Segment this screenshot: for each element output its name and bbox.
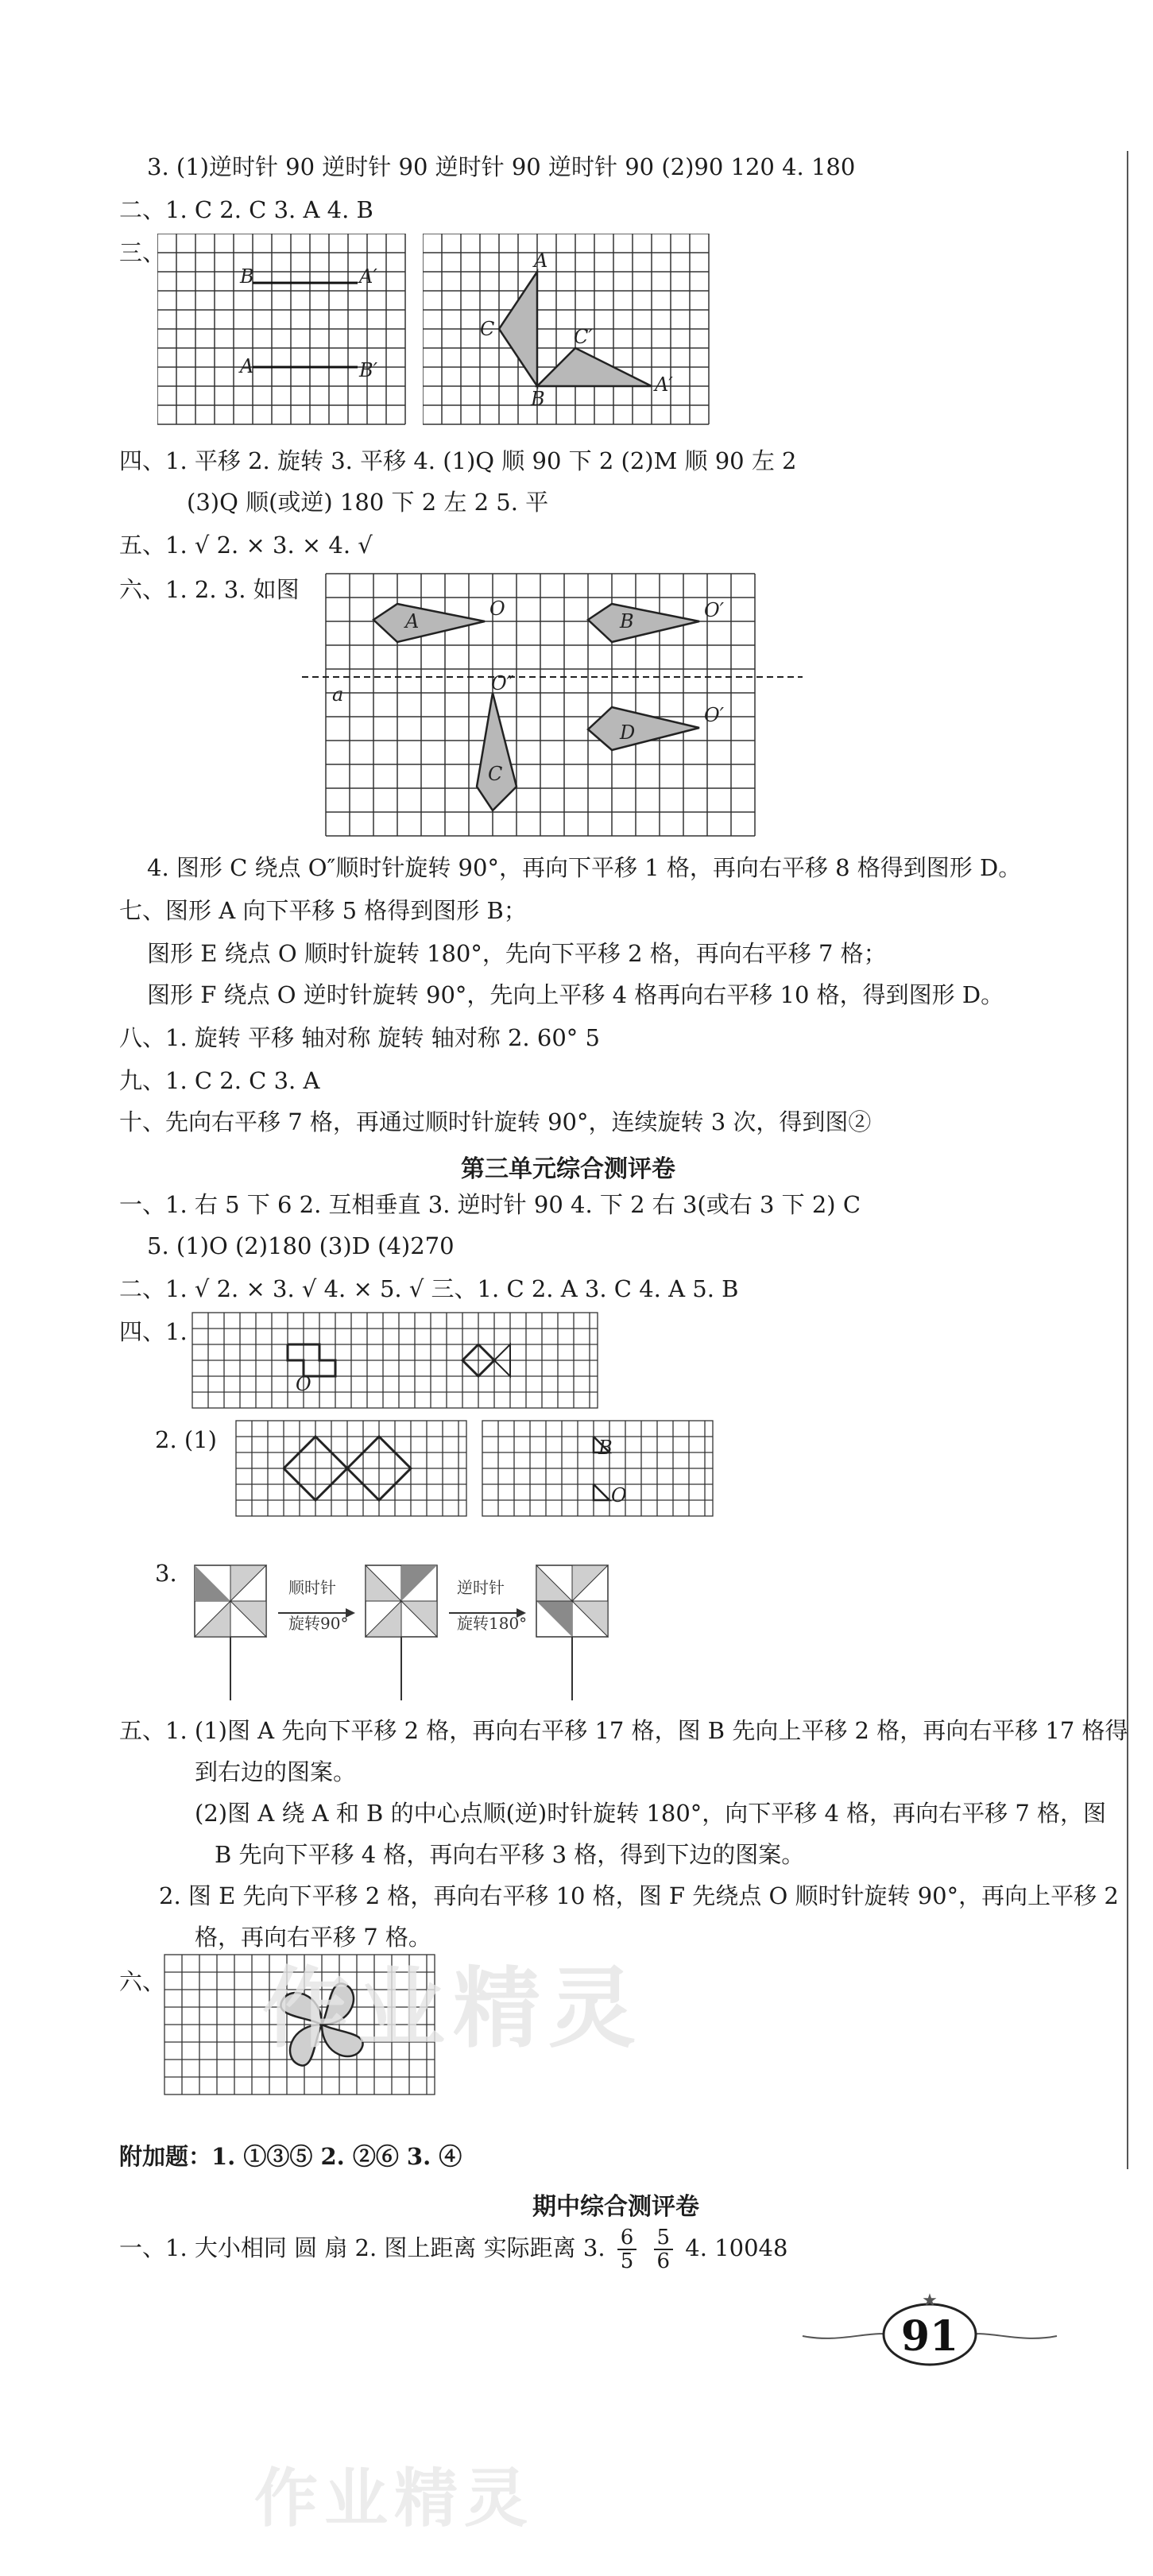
point-label: A′: [359, 265, 377, 288]
grid-figure-2-1-left: [234, 1419, 473, 1522]
point-label: A: [534, 249, 548, 272]
answer-line: 九、1. C 2. C 3. A: [119, 1067, 320, 1094]
answer-line: 2. (1): [155, 1426, 217, 1453]
answer-line: 5. (1)O (2)180 (3)D (4)270: [147, 1232, 455, 1259]
answer-line: B 先向下平移 4 格，再向右平移 3 格，得到下边的图案。: [215, 1841, 805, 1868]
answer-line: 到右边的图案。: [195, 1758, 357, 1785]
star-icon: ★: [922, 2291, 938, 2311]
point-label: B: [531, 388, 545, 410]
point-label: B: [240, 265, 254, 288]
arrow-label: 逆时针: [457, 1578, 505, 1597]
point-label: B′: [359, 359, 378, 381]
point-label: B: [598, 1437, 613, 1459]
pinwheel-sequence: [187, 1557, 679, 1704]
point-label: O″: [491, 672, 514, 694]
page-number-badge: [795, 2288, 1065, 2376]
answer-line: 二、1. √ 2. × 3. √ 4. × 5. √ 三、1. C 2. A 3. C 4. A 5. B: [119, 1275, 739, 1302]
watermark: 作业精灵: [254, 2461, 534, 2535]
answer-line: 十、先向右平移 7 格，再通过顺时针旋转 90°，连续旋转 3 次，得到图②: [119, 1108, 872, 1135]
arrow-label: 旋转180°: [457, 1614, 528, 1633]
fraction-denominator: 5: [620, 2249, 634, 2273]
shape-label: D: [620, 721, 636, 744]
shape-label: B: [620, 610, 634, 632]
pinwheel-1: [195, 1565, 266, 1700]
point-label: O′: [704, 704, 725, 726]
arrow-label: 旋转90°: [288, 1614, 349, 1633]
answer-line: 3.: [155, 1560, 177, 1587]
point-label: O: [489, 598, 505, 620]
answer-line: 二、1. C 2. C 3. A 4. B: [119, 196, 373, 223]
section-title: 期中综合测评卷: [532, 2193, 699, 2221]
answer-line: 五、1. (1)图 A 先向下平移 2 格，再向右平移 17 格，图 B 先向上平移 2 格，再向右平移 17 格得: [119, 1717, 1128, 1744]
fraction-denominator: 6: [656, 2249, 671, 2273]
grid-figure-translation: [157, 234, 412, 432]
page-number: 91: [900, 2312, 959, 2361]
section-label: 三、: [119, 239, 166, 266]
answer-line: (2)图 A 绕 A 和 B 的中心点顺(逆)时针旋转 180°，向下平移 4 格，再向右平移 7 格，图: [195, 1800, 1107, 1827]
fraction-numerator: 5: [654, 2226, 674, 2250]
point-label: C′: [574, 326, 593, 348]
answer-line: 3. (1)逆时针 90 逆时针 90 逆时针 90 逆时针 90 (2)90 120 4. 180: [147, 153, 856, 180]
grid-figure-4-1: [191, 1311, 612, 1414]
point-label: O: [296, 1373, 311, 1395]
fraction-numerator: 6: [617, 2226, 637, 2250]
answer-line: 图形 E 绕点 O 顺时针旋转 180°，先向下平移 2 格，再向右平移 7 格；: [147, 940, 887, 967]
pinwheel-3: [536, 1565, 608, 1700]
column-rule: [1127, 151, 1128, 2169]
answer-line: 六、1. 2. 3. 如图: [119, 576, 300, 603]
answer-line: 七、图形 A 向下平移 5 格得到图形 B；: [119, 897, 527, 924]
answer-line-fraction: [119, 2226, 787, 2272]
answer-line: 五、1. √ 2. × 3. × 4. √: [119, 532, 373, 559]
answer-line: 一、1. 右 5 下 6 2. 互相垂直 3. 逆时针 90 4. 下 2 右 3(或右 3 下 2) C: [119, 1191, 861, 1218]
answer-line: 附加题：1. ①③⑤ 2. ②⑥ 3. ④: [119, 2143, 462, 2170]
pinwheel-2: [366, 1565, 437, 1700]
grid-figure-rotation: [423, 234, 725, 432]
grid-figure-2-1-right: [481, 1419, 719, 1522]
answer-line: 4. 图形 C 绕点 O″顺时针旋转 90°，再向下平移 1 格，再向右平移 8 格得到图形 D。: [147, 854, 1022, 881]
answer-line: (3)Q 顺(或逆) 180 下 2 左 2 5. 平: [187, 489, 549, 516]
point-label: O′: [704, 599, 725, 621]
answer-text: 4. 10048: [685, 2234, 788, 2261]
section-title: 第三单元综合测评卷: [461, 1155, 675, 1183]
answer-line: 图形 F 绕点 O 逆时针旋转 90°，先向上平移 4 格再向右平移 10 格，得到图形 D。: [147, 981, 1004, 1008]
answer-line: 2. 图 E 先向下平移 2 格，再向右平移 10 格，图 F 先绕点 O 顺时针旋转 90°，再向上平移 2: [159, 1882, 1119, 1909]
point-label: A′: [655, 373, 673, 396]
answer-line: 四、1.: [119, 1318, 188, 1345]
shape-label: A: [405, 610, 420, 632]
shape-label: C: [488, 763, 503, 785]
answer-line: 格，再向右平移 7 格。: [195, 1924, 431, 1951]
point-label: A: [240, 355, 254, 377]
point-label: O: [611, 1484, 627, 1507]
fraction: [617, 2226, 637, 2272]
grid-figure-section6: [294, 572, 811, 842]
watermark: 作业精灵: [262, 1957, 644, 2060]
fraction: [654, 2226, 674, 2272]
answer-line: 四、1. 平移 2. 旋转 3. 平移 4. (1)Q 顺 90 下 2 (2)M 顺 90 左 2: [119, 447, 797, 474]
answer-line: 八、1. 旋转 平移 轴对称 旋转 轴对称 2. 60° 5: [119, 1024, 600, 1051]
answer-text: 一、1. 大小相同 圆 扇 2. 图上距离 实际距离 3.: [119, 2234, 606, 2261]
section-label: 六、: [119, 1968, 166, 1995]
line-label: a: [332, 683, 344, 706]
arrow-label: 顺时针: [288, 1578, 336, 1597]
point-label: C: [480, 318, 495, 340]
